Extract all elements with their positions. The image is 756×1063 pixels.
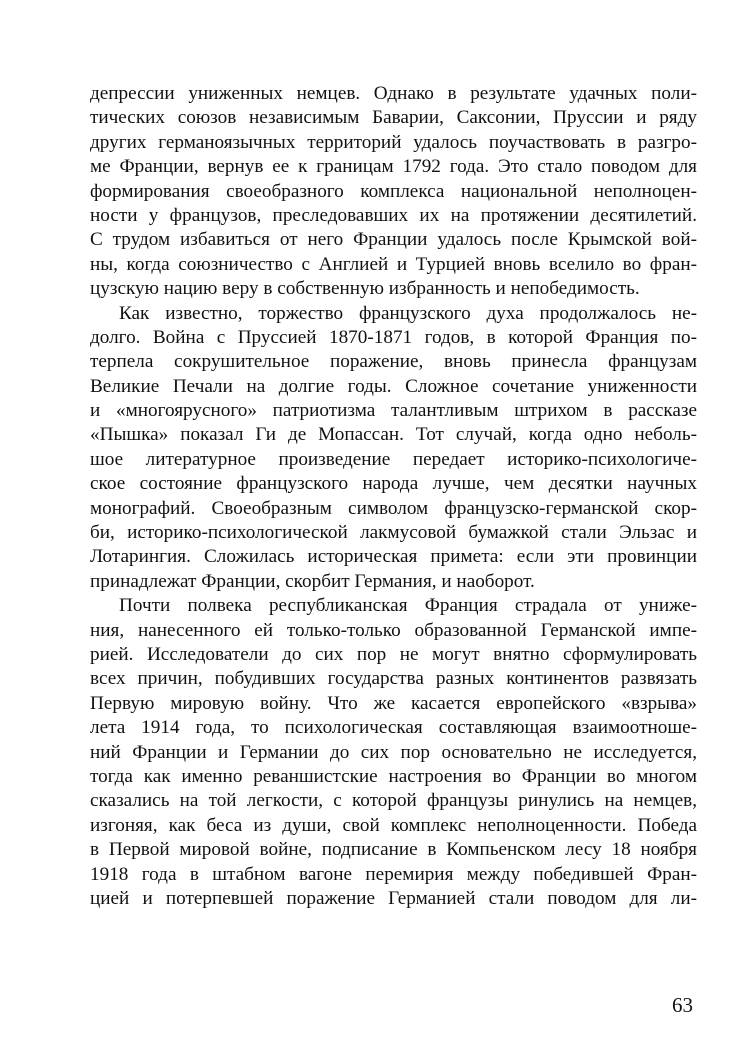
text-line: Первую мировую войну. Что же касается европейского «взрыва» (90, 692, 697, 714)
text-line: формирования своеобразного комплекса национальной неполноцен- (90, 180, 697, 202)
text-line: изгоняя, как беса из души, свой комплекс неполноценности. Победа (90, 814, 697, 836)
text-line: рией. Исследователи до сих пор не могут внятно сформулировать (90, 643, 697, 665)
text-line: депрессии униженных немцев. Однако в результате удачных поли- (90, 83, 697, 104)
text-line: лета 1914 года, то психологическая составляющая взаимоотноше- (90, 717, 697, 739)
text-line: других германоязычных территорий удалось поучаствовать в разгро- (90, 131, 697, 153)
text-line: в Первой мировой войне, подписание в Компьенском лесу 18 ноября (90, 839, 697, 861)
page-body (90, 82, 697, 911)
text-line: долго. Война с Пруссией 1870-1871 годов, в которой Франция по- (90, 326, 697, 348)
text-line: цузскую нацию веру в собственную избранность и непобедимость. (90, 278, 640, 300)
text-line: монографий. Своеобразным символом французско-германской скор- (90, 497, 697, 519)
text-line: Почти полвека республиканская Франция страдала от униже- (119, 595, 697, 617)
text-line: терпела сокрушительное поражение, вновь принесла французам (90, 351, 697, 373)
text-line: би, историко-психологической лакмусовой бумажкой стали Эльзас и (90, 522, 697, 544)
page-number: 63 (672, 993, 693, 1017)
text-line: тических союзов независимым Баварии, Саксонии, Пруссии и ряду (90, 107, 697, 129)
text-line: ности у французов, преследовавших их на протяжении десятилетий. (90, 204, 697, 226)
text-line: ний Франции и Германии до сих пор основательно не исследуется, (90, 741, 697, 763)
text-line: Лотарингия. Сложилась историческая примета: если эти провинции (90, 546, 697, 568)
text-line: принадлежат Франции, скорбит Германия, и наоборот. (90, 570, 535, 592)
text-line: и «многоярусного» патриотизма талантливым штрихом в рассказе (90, 400, 697, 422)
text-line: сказались на той легкости, с которой французы ринулись на немцев, (90, 790, 697, 812)
text-line: ское состояние французского народа лучше, чем десятки научных (90, 473, 697, 495)
text-line: «Пышка» показал Ги де Мопассан. Тот случай, когда одно неболь- (90, 424, 697, 446)
text-line: ме Франции, вернув ее к границам 1792 года. Это стало поводом для (90, 156, 697, 178)
text-line: Великие Печали на долгие годы. Сложное сочетание униженности (90, 375, 697, 397)
text-line: тогда как именно реваншистские настроения во Франции во многом (90, 765, 697, 787)
paragraph-2 (90, 302, 697, 595)
paragraph-3 (90, 594, 697, 911)
text-line: цией и потерпевшей поражение Германией стали поводом для ли- (90, 887, 697, 909)
text-line: С трудом избавиться от него Франции удалось после Крымской вой- (90, 229, 697, 251)
text-line: ния, нанесенного ей только-только образованной Германской импе- (90, 619, 697, 641)
text-line: шое литературное произведение передает историко-психологиче- (90, 448, 697, 470)
text-line: 1918 года в штабном вагоне перемирия между победившей Фран- (90, 863, 697, 885)
text-line: Как известно, торжество французского духа продолжалось не- (119, 302, 697, 324)
paragraph-1 (90, 82, 697, 302)
text-line: всех причин, побудивших государства разных континентов развязать (90, 668, 697, 690)
text-line: ны, когда союзничество с Англией и Турцией вновь вселило во фран- (90, 253, 697, 275)
